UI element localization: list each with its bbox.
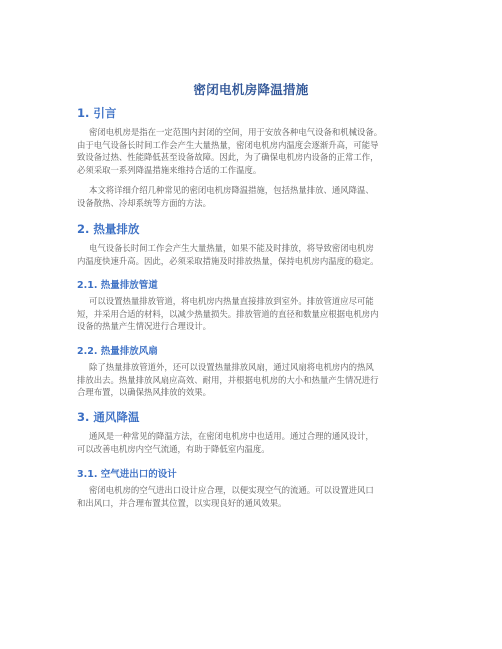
subsection-heading-air-inlet-outlet: 3.1. 空气进出口的设计	[77, 469, 177, 480]
paragraph	[77, 184, 437, 209]
paragraph-line: 密闭电机房的空气进出口设计应合理，以便实现空气的流通。可以设置进风口	[89, 485, 374, 495]
subsection-heading-exhaust-fan: 2.2. 热量排放风扇	[77, 346, 158, 357]
paragraph-line: 设备的热量产生情况进行合理设计。	[77, 321, 211, 332]
paragraph	[77, 242, 437, 267]
paragraph-line: 和出风口，并合理布置其位置，以实现良好的通风效果。	[77, 497, 287, 508]
paragraph-line: 设备散热、冷却系统等方面的方法。	[77, 197, 211, 208]
paragraph-line: 必须采取一系列降温措施来维持合适的工作温度。	[77, 164, 262, 175]
paragraph	[77, 484, 437, 509]
paragraph-line: 可以设置热量排放管道，将电机房内热量直接排放到室外。排放管道应尽可能	[89, 296, 374, 306]
paragraph-line: 致设备过热、性能降低甚至设备故障。因此，为了确保电机房内设备的正常工作，	[77, 152, 379, 163]
paragraph	[77, 295, 437, 333]
paragraph-line: 排放出去。热量排放风扇应高效、耐用，并根据电机房的大小和热量产生情况进行	[77, 374, 379, 385]
paragraph	[77, 126, 437, 176]
section-heading-ventilation: 3. 通风降温	[77, 410, 140, 424]
section-heading-introduction: 1. 引言	[77, 106, 117, 120]
paragraph-line: 密闭电机房是指在一定范围内封闭的空间，用于安放各种电气设备和机械设备。	[89, 127, 383, 137]
paragraph-line: 电气设备长时间工作会产生大量热量，如果不能及时排放，将导致密闭电机房	[89, 243, 374, 253]
subsection-heading-exhaust-duct: 2.1. 热量排放管道	[77, 280, 158, 291]
paragraph-line: 通风是一种常见的降温方法，在密闭电机房中也适用。通过合理的通风设计，	[89, 431, 374, 441]
paragraph-line: 合理布置，以确保热风排放的效果。	[77, 387, 211, 398]
paragraph-line: 内温度快速升高。因此，必须采取措施及时排放热量，保持电机房内温度的稳定。	[77, 255, 379, 266]
paragraph	[77, 430, 437, 455]
section-heading-heat-exhaust: 2. 热量排放	[77, 222, 140, 236]
paragraph-line: 本文将详细介绍几种常见的密闭电机房降温措施，包括热量排放、通风降温、	[89, 185, 374, 195]
paragraph-line: 可以改善电机房内空气流通，有助于降低室内温度。	[77, 443, 270, 454]
paragraph	[77, 361, 437, 399]
paragraph-line: 短，并采用合适的材料，以减少热量损失。排放管道的直径和数量应根据电机房内	[77, 308, 379, 319]
document-title: 密闭电机房降温措施	[193, 82, 309, 97]
paragraph-line: 除了热量排放管道外，还可以设置热量排放风扇，通过风扇将电机房内的热风	[89, 362, 374, 372]
paragraph-line: 由于电气设备长时间工作会产生大量热量，密闭电机房内温度会逐渐升高，可能导	[77, 139, 379, 150]
